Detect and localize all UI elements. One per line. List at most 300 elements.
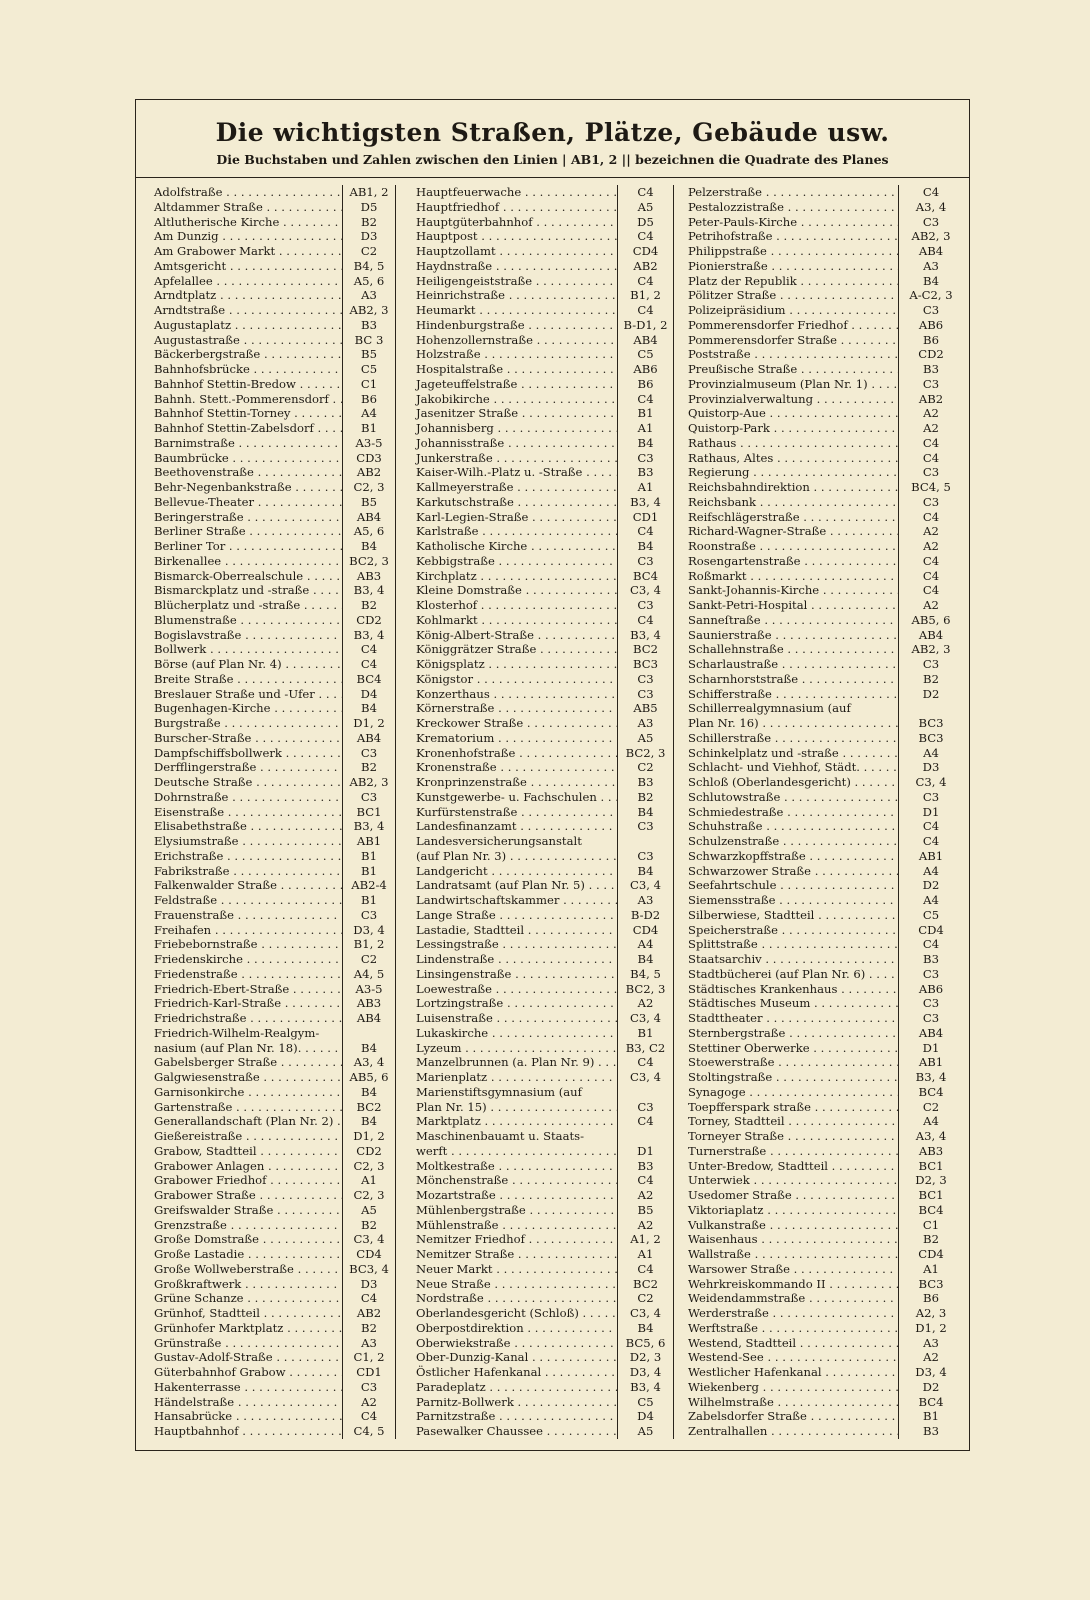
index-entry — [142, 1026, 395, 1041]
entry-grid-square: BC1 — [898, 1159, 963, 1174]
entry-name: Zentralhallen . . . — [676, 1424, 898, 1439]
entry-name: Bogislavstraße . . . — [142, 628, 342, 643]
entry-grid-square: A2 — [342, 1395, 395, 1410]
entry-name: Hauptpost . . . — [404, 229, 617, 244]
entry-grid-square: BC 3 — [342, 333, 395, 348]
entry-grid-square: C4 — [898, 554, 963, 569]
index-entry — [676, 200, 963, 215]
entry-grid-square: D4 — [617, 1409, 673, 1424]
entry-name: Berliner Tor . . . — [142, 539, 342, 554]
entry-grid-square: C4 — [617, 303, 673, 318]
entry-grid-square: BC2 — [342, 1100, 395, 1115]
entry-grid-square: B4, 5 — [342, 259, 395, 274]
index-entry — [404, 628, 673, 643]
index-entry — [142, 834, 395, 849]
entry-grid-square: AB2-4 — [342, 878, 395, 893]
entry-grid-square: A3 — [342, 288, 395, 303]
index-entry — [142, 613, 395, 628]
index-entry — [676, 864, 963, 879]
index-entry — [142, 1085, 395, 1100]
entry-grid-square: C4 — [342, 1409, 395, 1424]
index-entry — [676, 1321, 963, 1336]
index-entry — [404, 362, 673, 377]
index-entry — [404, 893, 673, 908]
entry-grid-square: C3 — [617, 687, 673, 702]
index-entry — [142, 923, 395, 938]
entry-grid-square: AB2, 3 — [898, 642, 963, 657]
entry-grid-square: A2 — [898, 421, 963, 436]
entry-name: Behr-Negenbankstraße . . . — [142, 480, 342, 495]
entry-name: Zabelsdorfer Straße . . . — [676, 1409, 898, 1424]
index-entry — [676, 347, 963, 362]
entry-grid-square: B4, 5 — [617, 967, 673, 982]
index-entry — [676, 215, 963, 230]
entry-name: Philippstraße . . . — [676, 244, 898, 259]
entry-name: Burgstraße . . . — [142, 716, 342, 731]
entry-grid-square: B-D1, 2 — [617, 318, 673, 333]
entry-name: Schulzenstraße . . . — [676, 834, 898, 849]
index-entry — [142, 1173, 395, 1188]
entry-name: Nemitzer Friedhof . . . — [404, 1232, 617, 1247]
index-entry — [676, 1173, 963, 1188]
index-entry — [676, 1159, 963, 1174]
entry-grid-square: C3, 4 — [617, 583, 673, 598]
entry-grid-square: B5 — [617, 1203, 673, 1218]
entry-name: Friedrichstraße . . . — [142, 1011, 342, 1026]
index-entry — [676, 554, 963, 569]
entry-name: Baumbrücke . . . — [142, 451, 342, 466]
entry-grid-square: A4 — [898, 893, 963, 908]
entry-grid-square: BC2 — [617, 1277, 673, 1292]
entry-grid-square: D4 — [342, 687, 395, 702]
entry-grid-square: D1, 2 — [898, 1321, 963, 1336]
index-entry — [404, 952, 673, 967]
entry-name: Rosengartenstraße . . . — [676, 554, 898, 569]
entry-name: Pionierstraße . . . — [676, 259, 898, 274]
entry-name: Weidendammstraße . . . — [676, 1291, 898, 1306]
entry-grid-square: AB5, 6 — [342, 1070, 395, 1085]
entry-grid-square: CD2 — [898, 347, 963, 362]
index-entry — [404, 982, 673, 997]
entry-grid-square: A5 — [342, 1203, 395, 1218]
entry-grid-square: B4 — [898, 274, 963, 289]
index-entry — [676, 834, 963, 849]
entry-name: Westlicher Hafenkanal . . . — [676, 1365, 898, 1380]
index-entry — [142, 229, 395, 244]
entry-name: Börse (auf Plan Nr. 4) . . . — [142, 657, 342, 672]
entry-grid-square: C3 — [898, 1011, 963, 1026]
index-entry — [404, 849, 673, 864]
entry-grid-square: C3 — [342, 790, 395, 805]
index-entry — [142, 347, 395, 362]
entry-name: Sankt-Johannis-Kirche . . . — [676, 583, 898, 598]
entry-name: Augustastraße . . . — [142, 333, 342, 348]
entry-name: Roßmarkt . . . — [676, 569, 898, 584]
index-entry — [404, 805, 673, 820]
entry-grid-square: B-D2 — [617, 908, 673, 923]
entry-grid-square: C4 — [898, 569, 963, 584]
index-entry — [142, 672, 395, 687]
index-entry — [142, 1144, 395, 1159]
entry-name: Gustav-Adolf-Straße . . . — [142, 1350, 342, 1365]
entry-grid-square: B2 — [342, 1218, 395, 1233]
entry-grid-square: CD3 — [342, 451, 395, 466]
entry-name: Pommerensdorfer Friedhof . . . — [676, 318, 898, 333]
entry-grid-square: B2 — [617, 790, 673, 805]
index-entry — [142, 1129, 395, 1144]
entry-grid-square: C3 — [898, 996, 963, 1011]
entry-name: Provinzialverwaltung . . . — [676, 392, 898, 407]
entry-grid-square — [342, 1026, 395, 1041]
index-entry — [676, 1070, 963, 1085]
index-entry — [676, 303, 963, 318]
index-entry — [142, 303, 395, 318]
entry-grid-square: B5 — [342, 495, 395, 510]
index-entry — [142, 760, 395, 775]
entry-name: Hauptzollamt . . . — [404, 244, 617, 259]
index-entry — [404, 1159, 673, 1174]
entry-name: Wallstraße . . . — [676, 1247, 898, 1262]
index-entry — [676, 1100, 963, 1115]
entry-grid-square: B3, 4 — [617, 628, 673, 643]
index-entry — [404, 1306, 673, 1321]
entry-name: Arndtstraße . . . — [142, 303, 342, 318]
entry-name: Turnerstraße . . . — [676, 1144, 898, 1159]
index-entry — [142, 495, 395, 510]
entry-name: Haydnstraße . . . — [404, 259, 617, 274]
index-entry — [676, 716, 963, 731]
entry-name: Viktoriaplatz . . . — [676, 1203, 898, 1218]
entry-grid-square: AB2, 3 — [342, 303, 395, 318]
entry-grid-square: C4 — [342, 642, 395, 657]
index-entry — [142, 377, 395, 392]
entry-name: Schmiedestraße . . . — [676, 805, 898, 820]
index-entry — [142, 893, 395, 908]
entry-grid-square: C1 — [342, 377, 395, 392]
index-column-1 — [142, 185, 396, 1439]
index-entry — [404, 613, 673, 628]
entry-grid-square: C4 — [617, 1114, 673, 1129]
header-divider — [136, 177, 969, 178]
entry-grid-square: B3 — [898, 362, 963, 377]
entry-name: Pestalozzistraße . . . — [676, 200, 898, 215]
entry-grid-square: D2 — [898, 687, 963, 702]
entry-grid-square: C5 — [617, 347, 673, 362]
entry-grid-square: CD4 — [342, 1247, 395, 1262]
index-entry — [676, 318, 963, 333]
entry-grid-square: A4 — [898, 864, 963, 879]
entry-grid-square: B4 — [617, 952, 673, 967]
index-entry — [404, 1247, 673, 1262]
index-entry — [142, 805, 395, 820]
index-entry — [142, 259, 395, 274]
entry-grid-square: B1 — [342, 864, 395, 879]
entry-name: Mönchenstraße . . . — [404, 1173, 617, 1188]
entry-name: Händelstraße . . . — [142, 1395, 342, 1410]
index-entry — [676, 908, 963, 923]
entry-name: Preußische Straße . . . — [676, 362, 898, 377]
entry-grid-square: D3 — [898, 760, 963, 775]
entry-name: Landratsamt (auf Plan Nr. 5) . . . — [404, 878, 617, 893]
entry-name: Hohenzollernstraße . . . — [404, 333, 617, 348]
entry-name: Hansabrücke . . . — [142, 1409, 342, 1424]
entry-grid-square: AB4 — [898, 244, 963, 259]
index-entry — [404, 1203, 673, 1218]
index-entry — [142, 937, 395, 952]
entry-name: Toepfferspark straße . . . — [676, 1100, 898, 1115]
entry-name: Garnisonkirche . . . — [142, 1085, 342, 1100]
entry-grid-square: B3 — [617, 465, 673, 480]
entry-grid-square: BC4 — [342, 672, 395, 687]
entry-grid-square: B3 — [342, 318, 395, 333]
entry-grid-square: BC2, 3 — [342, 554, 395, 569]
index-entry — [142, 480, 395, 495]
entry-name: Pommerensdorfer Straße . . . — [676, 333, 898, 348]
entry-name: Warsower Straße . . . — [676, 1262, 898, 1277]
entry-grid-square: BC3 — [617, 657, 673, 672]
entry-name: Bollwerk . . . — [142, 642, 342, 657]
index-entry — [676, 701, 963, 716]
entry-grid-square: A3-5 — [342, 436, 395, 451]
index-entry — [676, 1262, 963, 1277]
index-entry — [676, 333, 963, 348]
index-entry — [142, 451, 395, 466]
index-entry — [676, 1350, 963, 1365]
entry-grid-square: AB4 — [898, 1026, 963, 1041]
entry-grid-square: AB1 — [898, 849, 963, 864]
entry-grid-square: C3 — [617, 849, 673, 864]
entry-name: Beethovenstraße . . . — [142, 465, 342, 480]
entry-grid-square: C4 — [898, 510, 963, 525]
entry-name: (auf Plan Nr. 3) . . . — [404, 849, 617, 864]
entry-grid-square: A3-5 — [342, 982, 395, 997]
entry-grid-square: C4 — [898, 436, 963, 451]
entry-grid-square: BC2 — [617, 642, 673, 657]
index-entry — [676, 1336, 963, 1351]
entry-grid-square: C4 — [898, 583, 963, 598]
index-entry — [404, 480, 673, 495]
index-entry — [676, 524, 963, 539]
entry-name: Oberlandesgericht (Schloß) . . . — [404, 1306, 617, 1321]
index-entry — [142, 392, 395, 407]
index-entry — [142, 200, 395, 215]
entry-grid-square: D2, 3 — [617, 1350, 673, 1365]
entry-name: Grenzstraße . . . — [142, 1218, 342, 1233]
entry-grid-square: AB1 — [898, 1055, 963, 1070]
entry-grid-square — [617, 1129, 673, 1144]
entry-name: Königstor . . . — [404, 672, 617, 687]
entry-grid-square: B4 — [617, 539, 673, 554]
entry-name: Am Grabower Markt . . . — [142, 244, 342, 259]
index-entry — [676, 982, 963, 997]
index-entry — [404, 1380, 673, 1395]
index-entry — [142, 1306, 395, 1321]
entry-grid-square: B6 — [617, 377, 673, 392]
entry-grid-square: C3, 4 — [617, 1070, 673, 1085]
entry-grid-square: B1 — [342, 849, 395, 864]
entry-grid-square: CD2 — [342, 1144, 395, 1159]
entry-grid-square: BC5, 6 — [617, 1336, 673, 1351]
entry-grid-square: BC4, 5 — [898, 480, 963, 495]
index-entry — [676, 1203, 963, 1218]
entry-grid-square: D1, 2 — [342, 716, 395, 731]
entry-grid-square: BC3, 4 — [342, 1262, 395, 1277]
entry-name: Reichsbahndirektion . . . — [676, 480, 898, 495]
entry-name: Lastadie, Stadtteil . . . — [404, 923, 617, 938]
index-entry — [142, 1041, 395, 1056]
entry-name: Friebebornstraße . . . — [142, 937, 342, 952]
entry-name: Kunstgewerbe- u. Fachschulen . . . — [404, 790, 617, 805]
entry-name: Lyzeum . . . — [404, 1041, 617, 1056]
index-entry — [404, 864, 673, 879]
entry-name: Blücherplatz und -straße . . . — [142, 598, 342, 613]
index-entry — [142, 731, 395, 746]
entry-name: Parnitzstraße . . . — [404, 1409, 617, 1424]
entry-name: Grabower Straße . . . — [142, 1188, 342, 1203]
entry-name: Petrihofstraße . . . — [676, 229, 898, 244]
entry-name: Kronenhofstraße . . . — [404, 746, 617, 761]
entry-grid-square: A2, 3 — [898, 1306, 963, 1321]
entry-name: Neuer Markt . . . — [404, 1262, 617, 1277]
entry-grid-square: A2 — [898, 406, 963, 421]
entry-grid-square: C4 — [898, 185, 963, 200]
entry-name: Beringerstraße . . . — [142, 510, 342, 525]
index-entry — [404, 377, 673, 392]
index-entry — [142, 952, 395, 967]
entry-grid-square: C4 — [617, 613, 673, 628]
index-entry — [676, 1380, 963, 1395]
entry-name: Hospitalstraße . . . — [404, 362, 617, 377]
entry-name: Lindenstraße . . . — [404, 952, 617, 967]
entry-name: Junkerstraße . . . — [404, 451, 617, 466]
entry-name: Östlicher Hafenkanal . . . — [404, 1365, 617, 1380]
index-entry — [676, 805, 963, 820]
index-entry — [404, 1395, 673, 1410]
index-entry — [404, 598, 673, 613]
index-entry — [676, 628, 963, 643]
entry-name: Sankt-Petri-Hospital . . . — [676, 598, 898, 613]
entry-grid-square: AB2 — [898, 392, 963, 407]
entry-name: Sanneſtraße . . . — [676, 613, 898, 628]
entry-name: Johannisstraße . . . — [404, 436, 617, 451]
entry-name: Vulkanstraße . . . — [676, 1218, 898, 1233]
entry-grid-square: C4 — [342, 657, 395, 672]
entry-name: Friedrich-Wilhelm-Realgym- — [154, 1025, 320, 1040]
index-entry — [142, 775, 395, 790]
index-entry — [404, 318, 673, 333]
index-entry — [404, 834, 673, 849]
entry-name: Feldstraße . . . — [142, 893, 342, 908]
entry-name: Galgwiesenstraße . . . — [142, 1070, 342, 1085]
entry-name: Marienstiftsgymnasium (auf — [416, 1084, 582, 1099]
entry-name: Fabrikstraße . . . — [142, 864, 342, 879]
entry-grid-square: C4 — [898, 834, 963, 849]
index-entry — [404, 1336, 673, 1351]
entry-grid-square: B2 — [342, 215, 395, 230]
index-entry — [676, 1041, 963, 1056]
entry-grid-square: B1 — [342, 893, 395, 908]
index-entry — [404, 333, 673, 348]
index-entry — [404, 1055, 673, 1070]
entry-name: Greifswalder Straße . . . — [142, 1203, 342, 1218]
entry-grid-square: AB3 — [342, 569, 395, 584]
entry-name: Heinrichstraße . . . — [404, 288, 617, 303]
entry-name: Waisenhaus . . . — [676, 1232, 898, 1247]
index-entry — [676, 274, 963, 289]
entry-name: Polizeipräsidium . . . — [676, 303, 898, 318]
index-entry — [404, 539, 673, 554]
index-entry — [676, 1365, 963, 1380]
entry-name: Schifferstraße . . . — [676, 687, 898, 702]
entry-name: Torneyer Straße . . . — [676, 1129, 898, 1144]
entry-name: Körnerstraße . . . — [404, 701, 617, 716]
entry-grid-square: C3 — [617, 598, 673, 613]
entry-name: Kleine Domstraße . . . — [404, 583, 617, 598]
entry-name: Kirchplatz . . . — [404, 569, 617, 584]
entry-grid-square: B4 — [617, 864, 673, 879]
index-entry — [404, 1173, 673, 1188]
entry-name: Grabow, Stadtteil . . . — [142, 1144, 342, 1159]
index-entry — [404, 1409, 673, 1424]
index-entry — [676, 392, 963, 407]
entry-name: Scharlaustraße . . . — [676, 657, 898, 672]
index-entry — [404, 760, 673, 775]
entry-grid-square: D1 — [898, 805, 963, 820]
index-entry — [142, 569, 395, 584]
entry-grid-square: B3, 4 — [342, 583, 395, 598]
entry-grid-square: A1 — [898, 1262, 963, 1277]
entry-name: Güterbahnhof Grabow . . . — [142, 1365, 342, 1380]
entry-grid-square: CD4 — [898, 923, 963, 938]
index-entry — [404, 554, 673, 569]
entry-grid-square: B2 — [898, 672, 963, 687]
entry-grid-square: BC4 — [898, 1395, 963, 1410]
index-entry — [142, 1291, 395, 1306]
index-entry — [404, 657, 673, 672]
entry-grid-square: B4 — [342, 701, 395, 716]
index-entry — [142, 908, 395, 923]
entry-grid-square: C2 — [617, 1291, 673, 1306]
entry-grid-square: C2 — [342, 952, 395, 967]
index-column-2 — [404, 185, 674, 1439]
index-entry — [676, 1085, 963, 1100]
index-entry — [404, 908, 673, 923]
entry-grid-square: B3, C2 — [617, 1041, 673, 1056]
entry-grid-square: A1 — [342, 1173, 395, 1188]
index-entry — [404, 1026, 673, 1041]
index-entry — [404, 790, 673, 805]
entry-grid-square: D2, 3 — [898, 1173, 963, 1188]
entry-grid-square: B3 — [617, 775, 673, 790]
entry-grid-square: AB6 — [617, 362, 673, 377]
index-entry — [142, 244, 395, 259]
index-entry — [676, 657, 963, 672]
index-entry — [142, 996, 395, 1011]
entry-name: Luisenstraße . . . — [404, 1011, 617, 1026]
entry-name: Dohrnstraße . . . — [142, 790, 342, 805]
index-entry — [404, 1321, 673, 1336]
entry-grid-square: B3, 4 — [342, 819, 395, 834]
entry-name: Paradeplatz . . . — [404, 1380, 617, 1395]
entry-grid-square: C4 — [617, 1262, 673, 1277]
entry-name: Königsplatz . . . — [404, 657, 617, 672]
entry-name: Bäckerbergstraße . . . — [142, 347, 342, 362]
index-entry — [404, 215, 673, 230]
index-entry — [676, 1188, 963, 1203]
entry-grid-square: CD4 — [898, 1247, 963, 1262]
entry-grid-square: C3 — [898, 303, 963, 318]
entry-grid-square: C3, 4 — [617, 1306, 673, 1321]
